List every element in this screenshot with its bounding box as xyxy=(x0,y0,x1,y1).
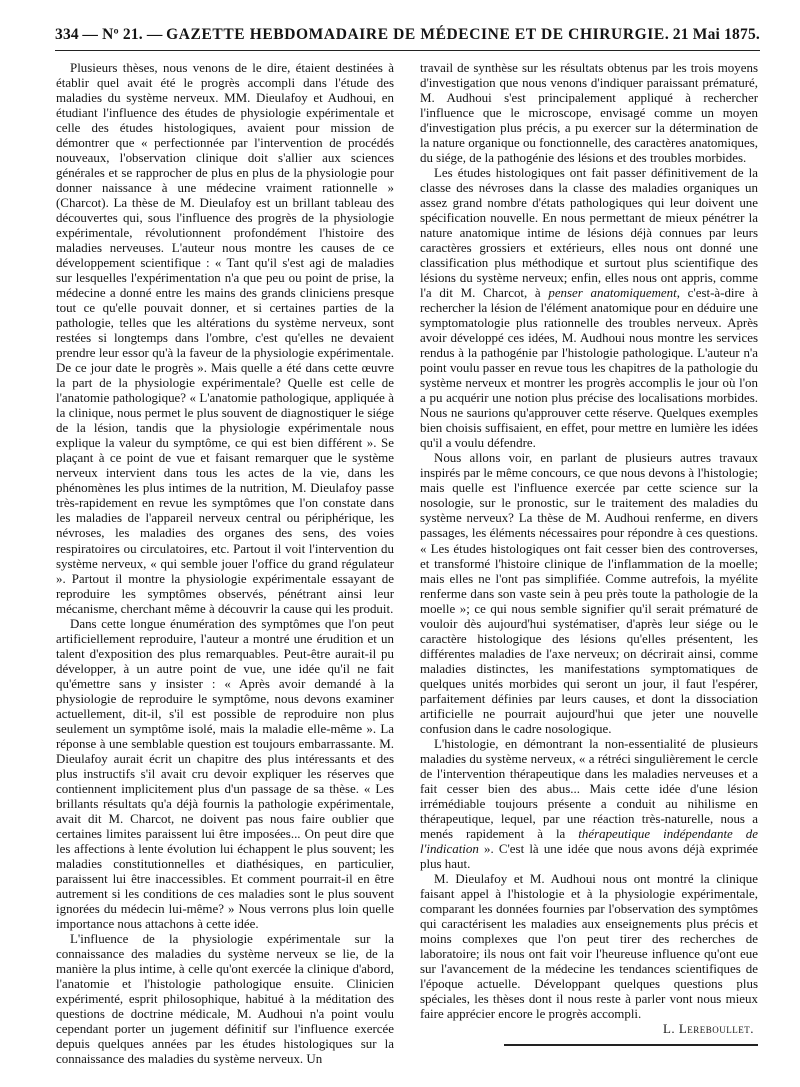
article-end-rule xyxy=(504,1044,758,1046)
paragraph-text: ». C'est là une idée que nous avons déjà exprimée plus haut. xyxy=(420,840,758,871)
paragraph-text: travail de synthèse sur les résultats obtenus par les trois moyens d'investigation que nous venons d'indiquer paraissant prématuré, M. Audhoui s'est principalement appliqué à rechercher l'influence que le microscope, envisagé comme un moyen d'investigation plus précis, a pu exercer sur la détermination de la nature organique ou fonctionnelle, des caractères anatomiques, du siége, de la pathogénie des lésions et des troubles morbides. xyxy=(420,60,758,166)
paragraph xyxy=(56,616,394,931)
journal-title: GAZETTE HEBDOMADAIRE DE MÉDECINE ET DE CHIRURGIE. xyxy=(166,26,670,43)
paragraph-text: Les études histologiques ont fait passer définitivement de la classe des névroses dans la classe des maladies organiques un assez grand nombre d'états pathologiques qui leur doivent une spécification nouvelle. En nous permettant de mieux pénétrer la nature anatomique intime de lésions déjà connues par leurs caractères grossiers et extérieurs, elles nous ont donné une classification plus méthodique et surtout plus scientifique des lésions du système nerveux; enfin, elles nous ont appris, comme l'a dit M. Charcot, à xyxy=(420,165,758,301)
paragraph-text: L'influence de la physiologie expérimentale sur la connaissance des maladies du système nerveux se lie, de la manière la plus intime, à celle qu'ont exercée la clinique d'abord, l'anatomie et l'histologie pathologique ensuite. Clinicien expérimenté, esprit philosophique, habitué à la méditation des questions de doctrine médicale, M. Audhoui n'a point voulu cependant porter un jugement définitif sur l'influence exercée depuis quelques années par les études histologiques sur la connaissance des maladies du système nerveux. Un xyxy=(56,930,394,1067)
issue-date: 21 Mai 1875. xyxy=(672,26,760,43)
paragraph xyxy=(420,60,758,165)
right-column-body xyxy=(420,60,758,1021)
author-signature xyxy=(420,1021,758,1036)
paragraph xyxy=(420,736,758,871)
paragraph xyxy=(420,165,758,450)
issue-number: — Nº 21. — xyxy=(82,26,163,43)
paragraph-text: L'histologie, en démontrant la non-essentialité de plusieurs maladies du système nerveux, « a rétréci singulièrement le cercle de l'intervention thérapeutique dans les maladies nerveuses et a fait cesser bien des abus... Mais cette idée d'une lésion irrémédiable toujours présente a conduit au nihilisme en thérapeutique, lequel, par une réaction très-naturelle, nous a menés rapidement à la xyxy=(420,735,758,841)
paragraph-text: , c'est-à-dire à rechercher la lésion de l'élément anatomique pour en déduire une symptomatologie plus rationnelle des troubles nerveux. Après avoir développé ces idées, M. Audhoui nous montre les services rendus à la pathogénie par l'histologie pathologique. L'auteur n'a point voulu passer en revue tous les chapitres de la pathologie du système nerveux et montrer les progrès accomplis le jour où l'on a pu acquérir une notion plus précise des localisations morbides. Nous ne saurions qu'approuver cette réserve. Quelques exemples bien choisis suffisaient, en effet, pour mettre en lumière les idées qu'il a voulu défendre. xyxy=(420,285,758,451)
italic-text: penser anatomiquement xyxy=(548,285,677,301)
paragraph-text: Nous allons voir, en parlant de plusieurs autres travaux inspirés par le même concours, ce que nous devons à l'histologie; mais quelle est l'influence exercée par cette science sur la nosologie, sur le pronostic, sur le traitement des maladies du système nerveux? La thèse de M. Audhoui renferme, en divers passages, les éléments nécessaires pour répondre à ces questions. « Les études histologiques ont fait cesser bien des controverses, et transformé l'histoire clinique de l'inflammation de la moelle; mais elles ne l'ont pas simplifiée. Comme autrefois, la myélite renferme dans son vaste sein à peu près toute la pathologie de la moelle »; ce qui nous semble signifier qu'il serait prématuré de vouloir dès aujourd'hui systématiser, d'après leur siége ou le caractère histologique des lésions qu'elles présentent, les différentes maladies de l'axe nerveux; on décrirait ainsi, comme maladies distinctes, les manifestations symptomatiques de quelques unités morbides qui seront un jour, il faut l'espérer, parfaitement définies par leurs causes, et dont la dissociation artificielle ne pourrait aujourd'hui que jeter une nouvelle confusion dans le cadre nosologique. xyxy=(420,450,758,736)
paragraph-text: Dans cette longue énumération des symptômes que l'on peut artificiellement reproduire, l'auteur a montré une érudition et un talent d'exposition des plus remarquables. Peut-être aurait-il pu développer, à un autre point de vue, une idée qu'il ne fait qu'émettre sans y insister : « Après avoir demandé à la physiologie de reproduire le symptôme, nous devons examiner actuellement, dit-il, s'il est possible de reproduire non plus seulement un symptôme isolé, mais la maladie elle-même ». La réponse à une semblable question est toujours embarrassante. M. Dieulafoy aurait écrit un chapitre des plus intéressants et des plus instructifs s'il avait cru devoir expliquer les réserves que contiennent implicitement plus d'un passage de sa thèse. « Les brillants résultats qu'a déjà fournis la pathologie expérimentale, avait dit M. Charcot, ne doivent pas nous faire oublier que certaines limites paraissent lui être imposées... On peut dire que les affections à lente évolution lui échappent le plus souvent; les maladies constitutionnelles et diathésiques, en particulier, paraissent lui être inaccessibles. Et comment pourrait-il en être autrement si les conditions de ces maladies sont le plus souvent ignorées du médecin lui-même? » Nous verrons plus loin quelle importance nous attachons à cette idée. xyxy=(56,615,394,931)
page-header xyxy=(55,22,760,48)
paragraph-text: M. Dieulafoy et M. Audhoui nous ont montré la clinique faisant appel à l'histologie et à la physiologie expérimentale, comparant les données fournies par l'observation des symptômes qui caractérisent les maladies aux enseignements plus précis et moins complexes que l'on peut tirer des recherches de laboratoire; ils nous ont fait voir l'heureuse influence qu'ont eue sur l'avancement de la médecine les tendances scientifiques de l'époque actuelle. Développant quelques questions plus spéciales, les thèses dont il nous reste à parler vont nous mieux faire apprécier encore le progrès accompli. xyxy=(420,870,758,1021)
header-rule xyxy=(55,50,760,51)
italic-text: thérapeutique indépendante de l'indication xyxy=(420,825,758,856)
paragraph xyxy=(420,871,758,1021)
author-name: L. Lereboullet. xyxy=(663,1021,754,1036)
paragraph xyxy=(420,450,758,735)
paragraph xyxy=(56,931,394,1066)
paragraph-text: Plusieurs thèses, nous venons de le dire, étaient destinées à établir quel avait été le progrès accompli dans l'étude des maladies du système nerveux. MM. Dieulafoy et Audhoui, en étudiant l'influence des études de physiologie expérimentale et celle des études histologiques, avaient pour mission de démontrer que « perfectionnée par l'intervention de procédés nouveaux, l'observation clinique doit s'allier aux sciences générales et se rapprocher de plus en plus de la physiologie pour donner naissance à une médecine vraiment rationnelle » (Charcot). La thèse de M. Dieulafoy est un brillant tableau des découvertes qui, sous l'influence des progrès de la physiologie expérimentale, révolutionnent profondément l'histoire des maladies nerveuses. L'auteur nous montre les causes de ce développement scientifique : « Tant qu'il s'est agi de maladies sur lesquelles l'expérimentation n'a que peu ou point de prise, la médecine a donné entre les mains des grands cliniciens presque tout ce qu'elle pouvait donner, et si certaines parties de la pathologie, telles que les altérations du système nerveux, sont restées si longtemps dans l'ombre, c'est qu'elles ne devaient prendre leur essor qu'à la faveur de la physiologie expérimentale. De ce jour date le progrès ». Mais quelle a été dans cette œuvre la part de la physiologie expérimentale? Quelle est celle de l'anatomie pathologique? « L'anatomie pathologique, appliquée à la clinique, nous permet le plus souvent de diagnostiquer le siége de la lésion, tandis que la physiologie expérimentale nous explique la valeur du symptôme, ce qui est bien différent ». Se plaçant à ce point de vue et faisant remarquer que le système nerveux intervient dans tous les actes de la vie, dans les phénomènes les plus intimes de la nutrition, M. Dieulafoy passe très-rapidement en revue les symptômes que l'on constate dans les maladies de l'appareil nerveux central ou périphérique, les névroses, les maladies des organes des sens, des voies respiratoires ou circulatoires, etc. Partout il voit l'intervention du système nerveux, « qui semble jouer l'office du grand régulateur ». Partout il montre la physiologie expérimentale essayant de reproduire les symptômes observés, pénétrant ainsi leur mécanisme, cherchant même à découvrir la cause qui les produit. xyxy=(56,60,394,616)
paragraph xyxy=(56,60,394,616)
page-number: 334 xyxy=(55,26,79,43)
left-column xyxy=(56,60,394,1070)
right-column xyxy=(420,60,758,1070)
